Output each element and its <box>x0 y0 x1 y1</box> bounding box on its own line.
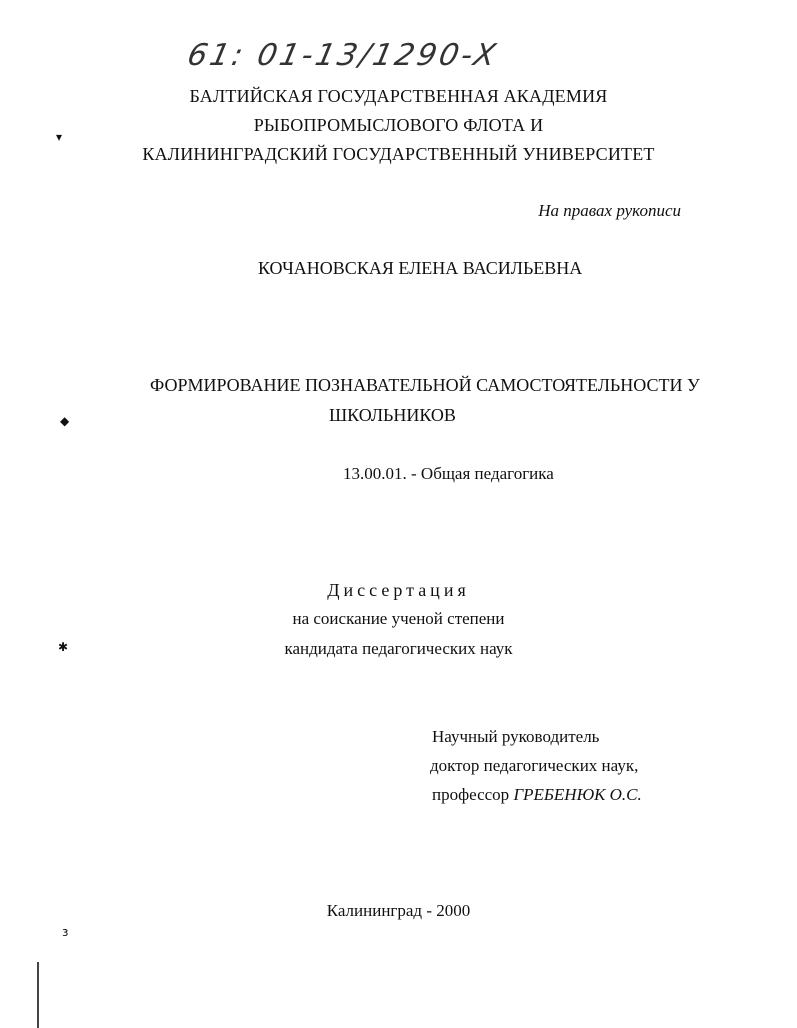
specialty-code: 13.00.01. - Общая педагогика <box>343 464 554 483</box>
supervisor-name: ГРЕБЕНЮК О.С. <box>513 785 642 804</box>
institution-line-1: БАЛТИЙСКАЯ ГОСУДАРСТВЕННАЯ АКАДЕМИЯ <box>189 86 608 106</box>
institution-line-2: РЫБОПРОМЫСЛОВОГО ФЛОТА И <box>253 115 544 135</box>
supervisor-title: профессор <box>432 785 510 804</box>
place-year: Калининград - 2000 <box>326 901 471 920</box>
supervisor-label: Научный руководитель <box>432 727 600 746</box>
supervisor-line <box>432 785 642 805</box>
work-type-line-1: на соискание ученой степени <box>292 609 505 628</box>
scan-mark: ɜ <box>62 925 69 939</box>
scan-mark: ▾ <box>56 130 63 144</box>
dissertation-title-line-1: ФОРМИРОВАНИЕ ПОЗНАВАТЕЛЬНОЙ САМОСТОЯТЕЛЬНОСТИ У <box>150 375 700 395</box>
supervisor-degree: доктор педагогических наук, <box>430 756 639 775</box>
author-name: КОЧАНОВСКАЯ ЕЛЕНА ВАСИЛЬЕВНА <box>258 258 583 278</box>
work-type-line-2: кандидата педагогических наук <box>284 639 513 658</box>
scan-mark: ✱ <box>58 640 69 654</box>
work-type-heading: Диссертация <box>327 580 470 600</box>
dissertation-title-line-2: ШКОЛЬНИКОВ <box>329 405 456 425</box>
institution-line-3: КАЛИНИНГРАДСКИЙ ГОСУДАРСТВЕННЫЙ УНИВЕРСИТЕТ <box>142 144 655 164</box>
scan-edge-line <box>37 962 39 1028</box>
scan-mark: ◆ <box>60 414 70 428</box>
rights-note: На правах рукописи <box>538 201 681 220</box>
archive-number-handwritten: 61: 01-13/1290-X <box>184 38 502 73</box>
